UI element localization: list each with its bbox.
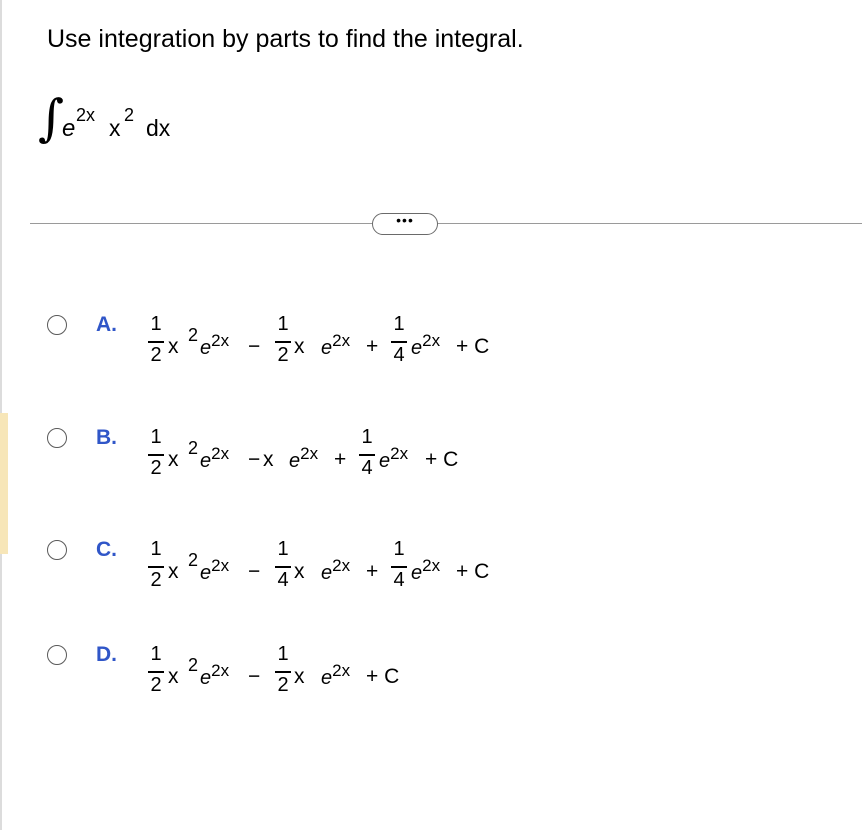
exponential-base: e bbox=[200, 667, 212, 689]
operator: + bbox=[366, 560, 379, 583]
exponential-term bbox=[200, 661, 230, 690]
exponential-exponent: 2x bbox=[300, 444, 319, 463]
variable: x bbox=[294, 335, 305, 358]
fraction-numerator: 1 bbox=[150, 313, 162, 335]
radio-button[interactable] bbox=[47, 315, 67, 335]
fraction-denominator: 2 bbox=[150, 569, 162, 591]
exponential-term bbox=[200, 556, 230, 585]
fraction-bar bbox=[148, 566, 164, 568]
fraction-denominator: 2 bbox=[277, 344, 289, 366]
exponential-base: e bbox=[200, 337, 212, 359]
exponential-term bbox=[321, 331, 351, 360]
variable: x bbox=[168, 560, 179, 583]
fraction-numerator: 1 bbox=[393, 538, 405, 560]
exponential-exponent: 2x bbox=[390, 444, 409, 463]
fraction-numerator: 1 bbox=[277, 313, 289, 335]
exponential-base: e bbox=[411, 562, 423, 584]
exponential-exponent: 2x bbox=[422, 556, 441, 575]
fraction-denominator: 4 bbox=[393, 344, 405, 366]
exponential-term bbox=[411, 331, 441, 360]
variable: x bbox=[294, 665, 305, 688]
fraction-bar bbox=[359, 454, 375, 456]
fraction-bar bbox=[391, 341, 407, 343]
radio-button[interactable] bbox=[47, 428, 67, 448]
option-letter: A. bbox=[96, 313, 117, 336]
constant-of-integration: + C bbox=[456, 560, 490, 583]
exponential-base: e bbox=[200, 562, 212, 584]
question-text: Use integration by parts to find the integral. bbox=[47, 25, 524, 53]
option-letter: B. bbox=[96, 426, 117, 449]
exponential-exponent: 2x bbox=[422, 331, 441, 350]
exponential-exponent: 2x bbox=[211, 444, 230, 463]
option-b[interactable] bbox=[0, 418, 862, 508]
exponential-term bbox=[200, 444, 230, 473]
exponential-base: e bbox=[321, 667, 333, 689]
integral-sign: ∫ bbox=[38, 89, 65, 147]
exponential-exponent: 2x bbox=[211, 556, 230, 575]
exponential-exponent: 2x bbox=[332, 331, 351, 350]
variable: x bbox=[168, 335, 179, 358]
more-button[interactable]: ••• bbox=[372, 213, 438, 235]
integral-dx: dx bbox=[146, 115, 171, 141]
fraction-numerator: 1 bbox=[150, 538, 162, 560]
fraction-denominator: 4 bbox=[277, 569, 289, 591]
constant-of-integration: + C bbox=[425, 448, 459, 471]
integral-base-exponent: 2x bbox=[76, 105, 96, 125]
fraction-denominator: 2 bbox=[150, 344, 162, 366]
radio-button[interactable] bbox=[47, 645, 67, 665]
fraction-bar bbox=[275, 341, 291, 343]
fraction-denominator: 2 bbox=[277, 674, 289, 696]
option-c[interactable] bbox=[0, 530, 862, 620]
fraction-numerator: 1 bbox=[277, 538, 289, 560]
option-letter: D. bbox=[96, 643, 117, 666]
fraction-numerator: 1 bbox=[361, 426, 373, 448]
exponential-term bbox=[321, 556, 351, 585]
exponential-term bbox=[411, 556, 441, 585]
variable-exponent: 2 bbox=[188, 655, 199, 675]
operator: − bbox=[248, 560, 261, 583]
variable: x bbox=[168, 665, 179, 688]
exponential-base: e bbox=[411, 337, 423, 359]
fraction-denominator: 2 bbox=[150, 457, 162, 479]
operator: − bbox=[248, 335, 261, 358]
variable-exponent: 2 bbox=[188, 325, 199, 345]
exponential-exponent: 2x bbox=[332, 556, 351, 575]
fraction-denominator: 4 bbox=[393, 569, 405, 591]
integral-var-exponent: 2 bbox=[124, 105, 135, 125]
exponential-term bbox=[379, 444, 409, 473]
exponential-base: e bbox=[379, 450, 391, 472]
fraction-bar bbox=[148, 454, 164, 456]
radio-button[interactable] bbox=[47, 540, 67, 560]
option-letter: C. bbox=[96, 538, 117, 561]
variable-exponent: 2 bbox=[188, 550, 199, 570]
exponential-base: e bbox=[289, 450, 301, 472]
divider bbox=[30, 223, 862, 224]
exponential-exponent: 2x bbox=[211, 331, 230, 350]
exponential-base: e bbox=[200, 450, 212, 472]
integral-var: x bbox=[109, 115, 121, 141]
fraction-bar bbox=[391, 566, 407, 568]
fraction-numerator: 1 bbox=[150, 426, 162, 448]
operator: − bbox=[248, 448, 261, 471]
fraction-bar bbox=[275, 671, 291, 673]
fraction-bar bbox=[275, 566, 291, 568]
fraction-numerator: 1 bbox=[277, 643, 289, 665]
variable: x bbox=[294, 560, 305, 583]
exponential-exponent: 2x bbox=[332, 661, 351, 680]
integral-base: e bbox=[62, 115, 76, 142]
variable: x bbox=[168, 448, 179, 471]
exponential-base: e bbox=[321, 562, 333, 584]
operator: − bbox=[248, 665, 261, 688]
operator: + bbox=[334, 448, 347, 471]
fraction-numerator: 1 bbox=[393, 313, 405, 335]
fraction-denominator: 2 bbox=[150, 674, 162, 696]
exponential-exponent: 2x bbox=[211, 661, 230, 680]
variable: x bbox=[263, 448, 274, 471]
constant-of-integration: + C bbox=[456, 335, 490, 358]
exponential-term bbox=[289, 444, 319, 473]
fraction-bar bbox=[148, 341, 164, 343]
option-a[interactable] bbox=[0, 305, 862, 395]
operator: + bbox=[366, 335, 379, 358]
exponential-base: e bbox=[321, 337, 333, 359]
exponential-term bbox=[321, 661, 351, 690]
fraction-bar bbox=[148, 671, 164, 673]
constant-of-integration: + C bbox=[366, 665, 400, 688]
fraction-denominator: 4 bbox=[361, 457, 373, 479]
variable-exponent: 2 bbox=[188, 438, 199, 458]
option-d[interactable] bbox=[0, 635, 862, 725]
exponential-term bbox=[200, 331, 230, 360]
fraction-numerator: 1 bbox=[150, 643, 162, 665]
